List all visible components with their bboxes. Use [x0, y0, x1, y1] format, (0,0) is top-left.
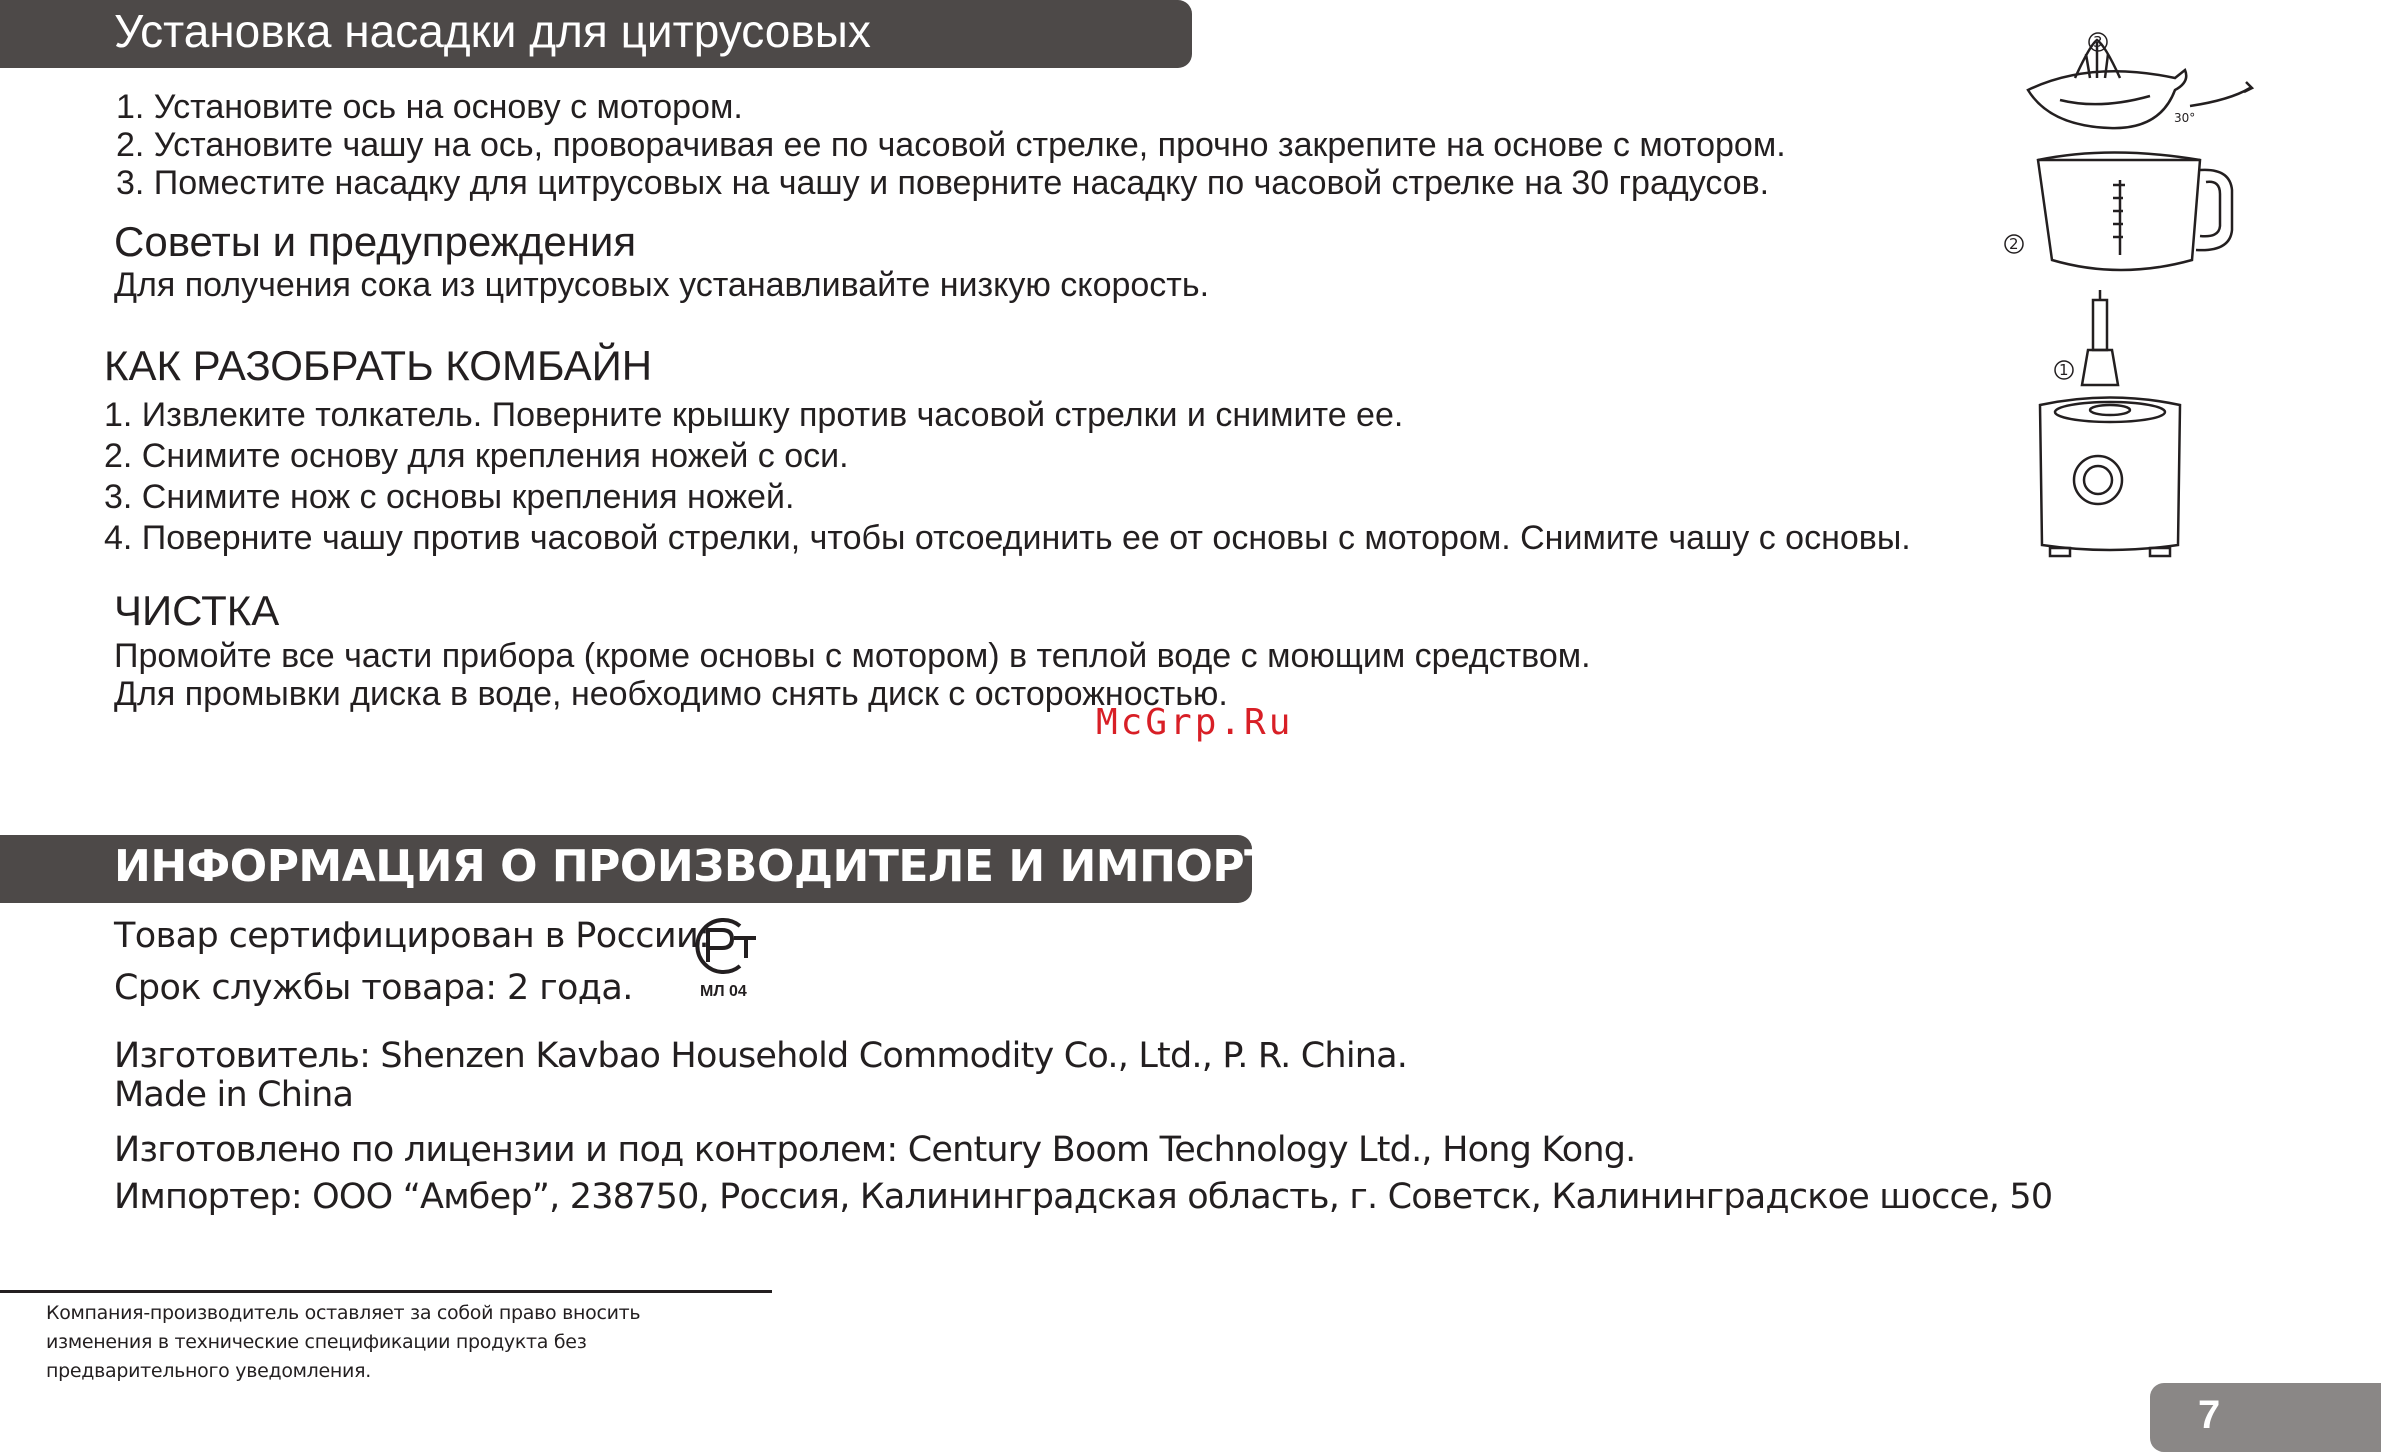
- illus-angle-label: 30°: [2174, 111, 2196, 125]
- footnote-line-3: предварительного уведомления.: [46, 1360, 371, 1382]
- section-header-manufacturer: [0, 835, 1365, 903]
- footnote-divider: [0, 1290, 772, 1293]
- certified-text: Товар сертифицирован в России:: [114, 916, 710, 956]
- disassemble-step-1: 1. Извлеките толкатель. Поверните крышку против часовой стрелки и снимите ее.: [104, 396, 1404, 434]
- tips-title: Советы и предупреждения: [114, 218, 637, 265]
- illus-label-3: 3: [2093, 33, 2103, 51]
- cleaning-line-2: Для промывки диска в воде, необходимо снять диск с осторожностью.: [114, 675, 1228, 713]
- citrus-step-3: 3. Поместите насадку для цитрусовых на чашу и поверните насадку по часовой стрелке на 30 градусов.: [116, 164, 1770, 202]
- citrus-step-1: 1. Установите ось на основу с мотором.: [116, 88, 743, 126]
- disassemble-step-2: 2. Снимите основу для крепления ножей с оси.: [104, 437, 849, 475]
- section-title-manufacturer: ИНФОРМАЦИЯ О ПРОИЗВОДИТЕЛЕ И ИМПОРТЕРЕ: [114, 841, 1365, 892]
- disassemble-step-4: 4. Поверните чашу против часовой стрелки, чтобы отсоединить ее от основы с мотором. Снимите чашу с основы.: [104, 519, 1911, 557]
- manufacturer-text: Изготовитель: Shenzen Kavbao Household Commodity Co., Ltd., P. R. China.: [114, 1036, 1408, 1076]
- section-header-citrus: [0, 0, 1192, 68]
- disassemble-step-3: 3. Снимите нож с основы крепления ножей.: [104, 478, 795, 516]
- shaft-drawing: [2082, 290, 2118, 385]
- cert-code: МЛ 04: [700, 983, 747, 1000]
- importer-text: Импортер: ООО “Амбер”, 238750, Россия, Калининградская область, г. Советск, Калининградское шоссе, 50: [114, 1177, 2053, 1217]
- citrus-assembly-illustration: [2000, 30, 2270, 570]
- rst-certification-logo: [686, 912, 772, 980]
- illus-label-2: 2: [2009, 235, 2019, 253]
- footnote-line-1: Компания-производитель оставляет за собой право вносить: [46, 1302, 641, 1324]
- tips-text: Для получения сока из цитрусовых устанавливайте низкую скорость.: [114, 266, 1210, 304]
- licensed-text: Изготовлено по лицензии и под контролем: Century Boom Technology Ltd., Hong Kong.: [114, 1130, 1636, 1170]
- made-in-text: Made in China: [114, 1075, 354, 1115]
- section-title-citrus: Установка насадки для цитрусовых: [114, 5, 871, 57]
- citrus-reamer-drawing: [2028, 40, 2252, 128]
- cleaning-title: ЧИСТКА: [114, 587, 280, 634]
- motor-base-drawing: [2040, 398, 2180, 557]
- illus-label-1: 1: [2059, 361, 2069, 379]
- page-number: 7: [2198, 1393, 2221, 1437]
- watermark: McGrp.Ru: [1096, 702, 1294, 743]
- bowl-drawing: [2038, 153, 2232, 271]
- citrus-step-2: 2. Установите чашу на ось, проворачивая ее по часовой стрелке, прочно закрепите на основе с мотором.: [116, 126, 1786, 164]
- cleaning-line-1: Промойте все части прибора (кроме основы с мотором) в теплой воде с моющим средством.: [114, 637, 1591, 675]
- footnote-line-2: изменения в технические спецификации продукта без: [46, 1331, 587, 1353]
- page-number-tab: [2150, 1383, 2381, 1452]
- service-life-text: Срок службы товара: 2 года.: [114, 968, 633, 1008]
- disassemble-title: КАК РАЗОБРАТЬ КОМБАЙН: [104, 342, 653, 389]
